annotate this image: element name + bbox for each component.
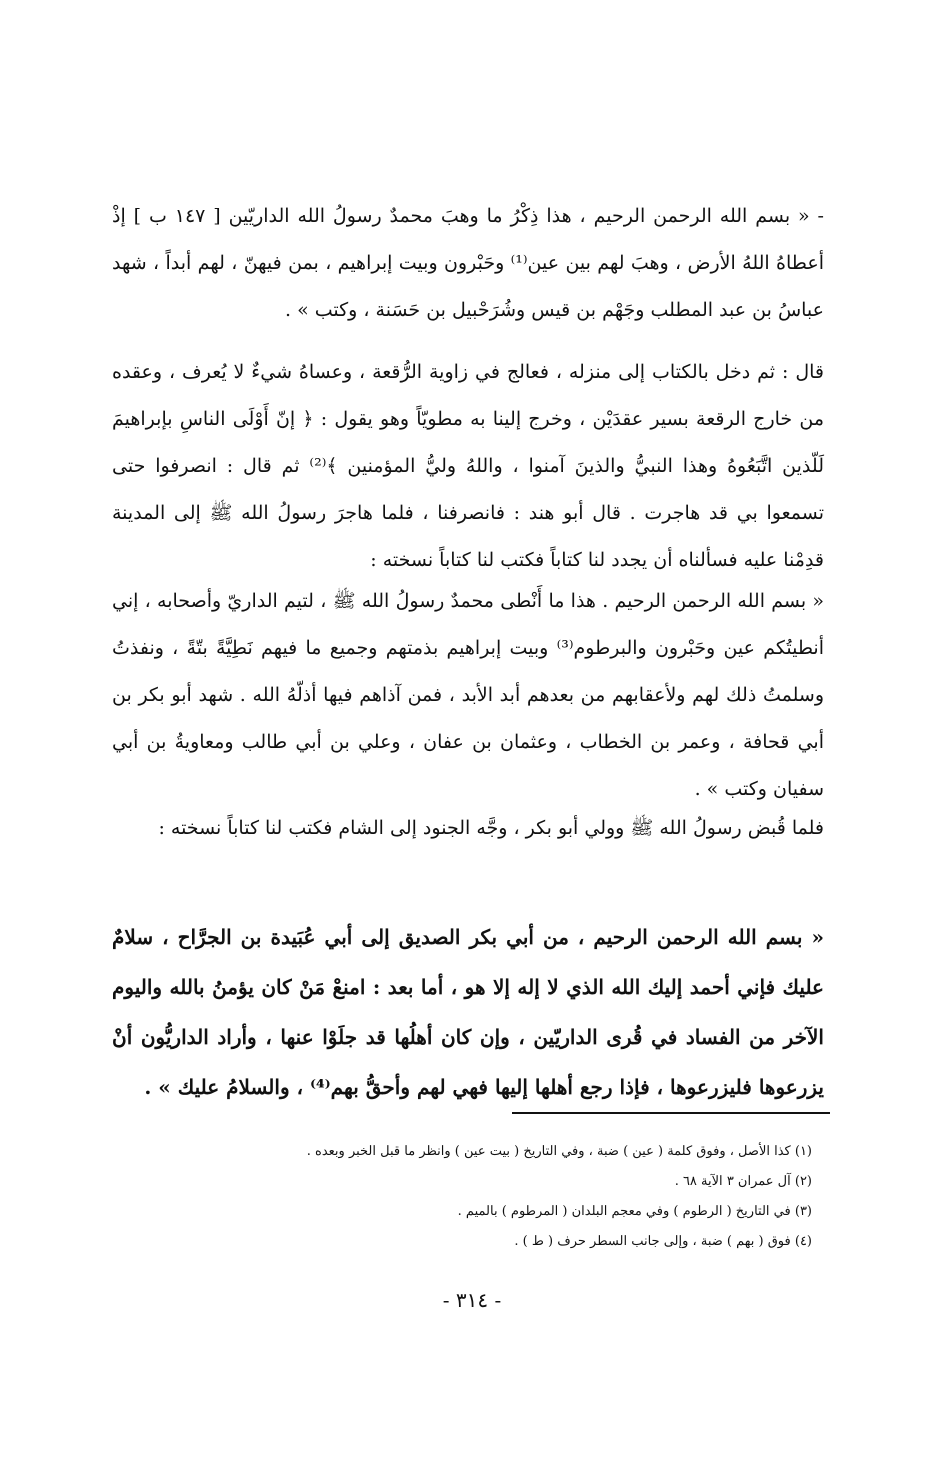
paragraph-2: قال : ثم دخل بالكتاب إلى منزله ، فعالج في زاوية الرُّقعة ، وعساهُ شيءٌ لا يُعرف ، وعقده من خارج الرقعة بسير عقدَيْن ، وخرج إلينا به مطويّاً وهو يقول : ﴿ إنّ أَوْلَى الناسِ بإبراهيمَ لَلّذين اتَّبَعُوهُ وهذا النبيُّ والذينَ آمنوا ، واللهُ وليُّ المؤمنين ﴾⁽²⁾ ثم قال : انصرفوا حتى تسمعوا بي قد هاجرت . قال أبو هند : فانصرفنا ، فلما هاجرَ رسولُ الله ﷺ إلى المدينة قدِمْنا عليه فسألناه أن يجدد لنا كتاباً فكتب لنا كتاباً نسخته : bbox=[112, 361, 824, 571]
paragraph-5: « بسم الله الرحمن الرحيم ، من أبي بكر الصديق إلى أبي عُبَيدة بن الجرَّاح ، سلامٌ عليك فإني أحمد إليك الله الذي لا إله إلا هو ، أما بعد : امنعْ مَنْ كان يؤمنُ بالله واليوم الآخر من الفساد في قُرى الداريّين ، وإن كان أهلُها قد جلَوْا عنها ، وأراد الداريُّون أنْ يزرعوها فليزرعوها ، فإذا رجع أهلها إليها فهي لهم وأحقُّ بهم⁽⁴⁾ ، والسلامُ عليك » . bbox=[112, 925, 824, 1099]
page-number: - ٣١٤ - bbox=[442, 1288, 502, 1312]
footnote-4: (٤) فوق ( بهم ) ضبة ، وإلى جانب السطر حرف ( ط ) . bbox=[514, 1234, 812, 1249]
paragraph-4: فلما قُبض رسولُ الله ﷺ وولي أبو بكر ، وجَّه الجنود إلى الشام فكتب لنا كتاباً نسخته : bbox=[158, 817, 824, 839]
paragraph-3: « بسم الله الرحمن الرحيم . هذا ما أَنْطى محمدٌ رسولُ الله ﷺ ، لتيم الداريّ وأصحابه ، إني أنطيتُكم عين وحَبْرون والبرطوم⁽³⁾ وبيت إبراهيم بذمتهم وجميع ما فيهم نَطِيَّةً بتّةً ، ونفذتُ وسلمتُ ذلك لهم ولأعقابهم من بعدهم أبد الأبد ، فمن آذاهم فيها أذلّهُ الله . شهد أبو بكر بن أبي قحافة ، وعمر بن الخطاب ، وعثمان بن عفان ، وعلي بن أبي طالب ومعاويةُ بن أبي سفيان وكتب » . bbox=[112, 590, 824, 800]
footnote-3: (٣) في التاريخ ( الرطوم ) وفي معجم البلدان ( المرطوم ) بالميم . bbox=[457, 1204, 812, 1219]
paragraph-1: - « بسم الله الرحمن الرحيم ، هذا ذِكْرُ ما وهبَ محمدٌ رسولُ الله الداريّين [ ١٤٧ ب ] إذْ أعطاهُ اللهُ الأرض ، وهبَ لهم بين عين⁽¹⁾ وحَبْرون وبيت إبراهيم ، بمن فيهنّ ، لهم أبداً ، شهد عباسُ بن عبد المطلب وجَهْم بن قيس وشُرَحْبيل بن حَسَنة ، وكتب » . bbox=[112, 205, 824, 321]
footnotes bbox=[112, 1137, 812, 1257]
footnote-1: (١) كذا الأصل ، وفوق كلمة ( عين ) ضبة ، وفي التاريخ ( بيت عين ) وانظر ما قبل الخبر وبعده . bbox=[306, 1144, 812, 1159]
footnote-separator bbox=[512, 1112, 830, 1114]
footnote-2: (٢) آل عمران ٣ الآية ٦٨ . bbox=[674, 1174, 812, 1189]
